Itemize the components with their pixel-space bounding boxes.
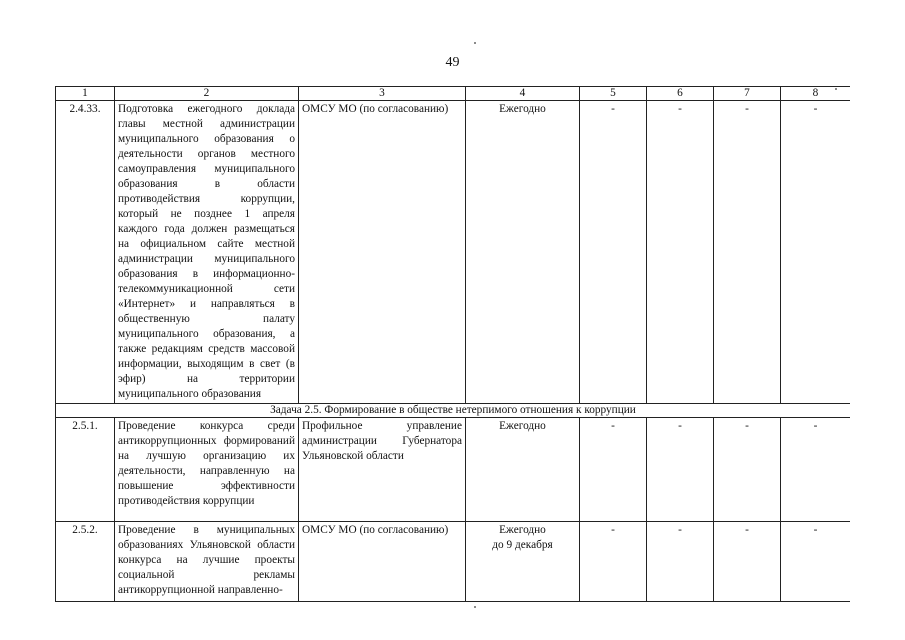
table-row xyxy=(56,418,851,522)
scan-dot-top xyxy=(474,42,476,44)
document-table-wrapper xyxy=(55,86,850,640)
deadline-cell xyxy=(466,522,580,602)
value-cell-5: - xyxy=(580,101,647,404)
row-number: 2.5.1. xyxy=(56,418,115,522)
deadline-cell xyxy=(466,101,580,404)
value-cell-6: - xyxy=(647,418,714,522)
value-cell-5: - xyxy=(580,522,647,602)
value-cell-8: - xyxy=(781,522,851,602)
activity-cell: Проведение в муниципальных образованиях Ульяновской области конкурса на лучшие проекты социальной рекламы антикоррупционной направленно- xyxy=(115,522,299,602)
scan-dot-bottom xyxy=(474,606,476,608)
header-row xyxy=(56,87,851,101)
header-col-5: 5 xyxy=(580,87,647,101)
header-col-7: 7 xyxy=(714,87,781,101)
value-cell-7: - xyxy=(714,418,781,522)
table-row xyxy=(56,101,851,404)
deadline-text: Ежегодно xyxy=(499,420,546,432)
value-cell-6: - xyxy=(647,522,714,602)
value-cell-5: - xyxy=(580,418,647,522)
section-title: Задача 2.5. Формирование в обществе нетерпимого отношения к коррупции xyxy=(56,404,851,418)
table-row xyxy=(56,522,851,602)
header-col-3: 3 xyxy=(299,87,466,101)
deadline-cell xyxy=(466,418,580,522)
activity-cell: Проведение конкурса среди антикоррупционных формирований на лучшую организацию их деятельности, направленную на повышение эффективности противодействия коррупции xyxy=(115,418,299,522)
value-cell-6: - xyxy=(647,101,714,404)
deadline-extra-text: до 9 декабря xyxy=(492,539,553,551)
executor-cell: ОМСУ МО (по согласованию) xyxy=(299,101,466,404)
value-cell-8: - xyxy=(781,418,851,522)
row-number: 2.4.33. xyxy=(56,101,115,404)
activity-cell: Подготовка ежегодного доклада главы местной администрации муниципального образования о деятельности органов местного самоуправления муниципального образования в области противодействия коррупции, который не позднее 1 апреля каждого года должен размещаться на официальном сайте местной администрации муниципального образования в информационно-телекоммуникационной сети «Интернет» и направляться в общественную палату муниципального образования, а также редакциям средств массовой информации, выходящим в свет (в эфир) на территории муниципального образования xyxy=(115,101,299,404)
header-col-4: 4 xyxy=(466,87,580,101)
header-col-1: 1 xyxy=(56,87,115,101)
executor-cell: Профильное управление администрации Губернатора Ульяновской области xyxy=(299,418,466,522)
deadline-text: Ежегодно xyxy=(499,524,546,536)
deadline-text: Ежегодно xyxy=(499,103,546,115)
header-col-8: 8 xyxy=(781,87,851,101)
executor-cell: ОМСУ МО (по согласованию) xyxy=(299,522,466,602)
value-cell-7: - xyxy=(714,101,781,404)
header-col-6: 6 xyxy=(647,87,714,101)
header-col-2: 2 xyxy=(115,87,299,101)
measures-table xyxy=(55,86,850,602)
row-number: 2.5.2. xyxy=(56,522,115,602)
page-number: 49 xyxy=(445,55,460,70)
section-row xyxy=(56,404,851,418)
value-cell-8: - xyxy=(781,101,851,404)
value-cell-7: - xyxy=(714,522,781,602)
scan-dot-right xyxy=(835,88,837,90)
